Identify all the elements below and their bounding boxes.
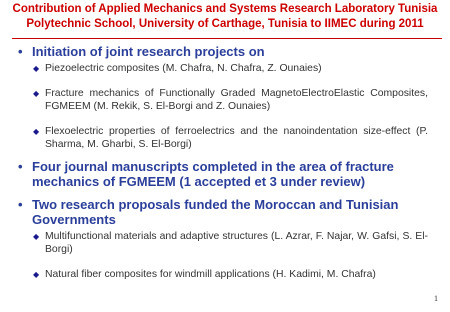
bullet-text: Four journal manuscripts completed in the area of fracture mechanics of FGMEEM (1 accepted et 3 under review) — [32, 159, 394, 189]
diamond-bullet-icon: ◆ — [33, 89, 40, 98]
bullet-text: Initiation of joint research projects on — [32, 44, 265, 59]
slide-body — [0, 44, 450, 293]
bullet-item — [18, 44, 428, 59]
sub-bullet-item — [33, 125, 428, 151]
sub-bullet-text: Piezoelectric composites (M. Chafra, N. Chafra, Z. Ounaies) — [45, 63, 322, 74]
diamond-bullet-icon: ◆ — [33, 64, 40, 73]
sub-bullet-text: Multifunctional materials and adaptive structures (L. Azrar, F. Najar, W. Gafsi, S. El-Borgi) — [45, 231, 428, 255]
diamond-bullet-icon: ◆ — [33, 270, 40, 279]
sub-bullet-item — [33, 230, 428, 256]
bullet-dot-icon: • — [18, 197, 23, 212]
sub-bullet-text: Natural fiber composites for windmill applications (H. Kadimi, M. Chafra) — [45, 269, 376, 280]
bullet-item — [18, 197, 428, 227]
title-line-1: Contribution of Applied Mechanics and Systems Research Laboratory Tunisia — [12, 3, 438, 15]
diamond-bullet-icon: ◆ — [33, 232, 40, 241]
bullet-item — [18, 159, 428, 189]
diamond-bullet-icon: ◆ — [33, 127, 40, 136]
sub-bullet-text: Fracture mechanics of Functionally Graded MagnetoElectroElastic Composites, FGMEEM (M. Rekik, S. El-Borgi and Z. Ounaies) — [45, 88, 428, 112]
bullet-text: Two research proposals funded the Moroccan and Tunisian Governments — [32, 197, 399, 227]
title-line-2: Polytechnic School, University of Carthage, Tunisia to IIMEC during 2011 — [26, 18, 424, 30]
page-number: 1 — [434, 294, 438, 303]
sub-bullet-text: Flexoelectric properties of ferroelectrics and the nanoindentation size-effect (P. Sharma, M. Gharbi, S. El-Borgi) — [45, 126, 428, 150]
sub-bullet-item — [33, 268, 428, 281]
sub-bullet-item — [33, 62, 428, 75]
bullet-dot-icon: • — [18, 44, 23, 59]
title-divider — [12, 38, 442, 39]
bullet-dot-icon: • — [18, 159, 23, 174]
sub-bullet-item — [33, 87, 428, 113]
slide-title — [0, 2, 450, 32]
